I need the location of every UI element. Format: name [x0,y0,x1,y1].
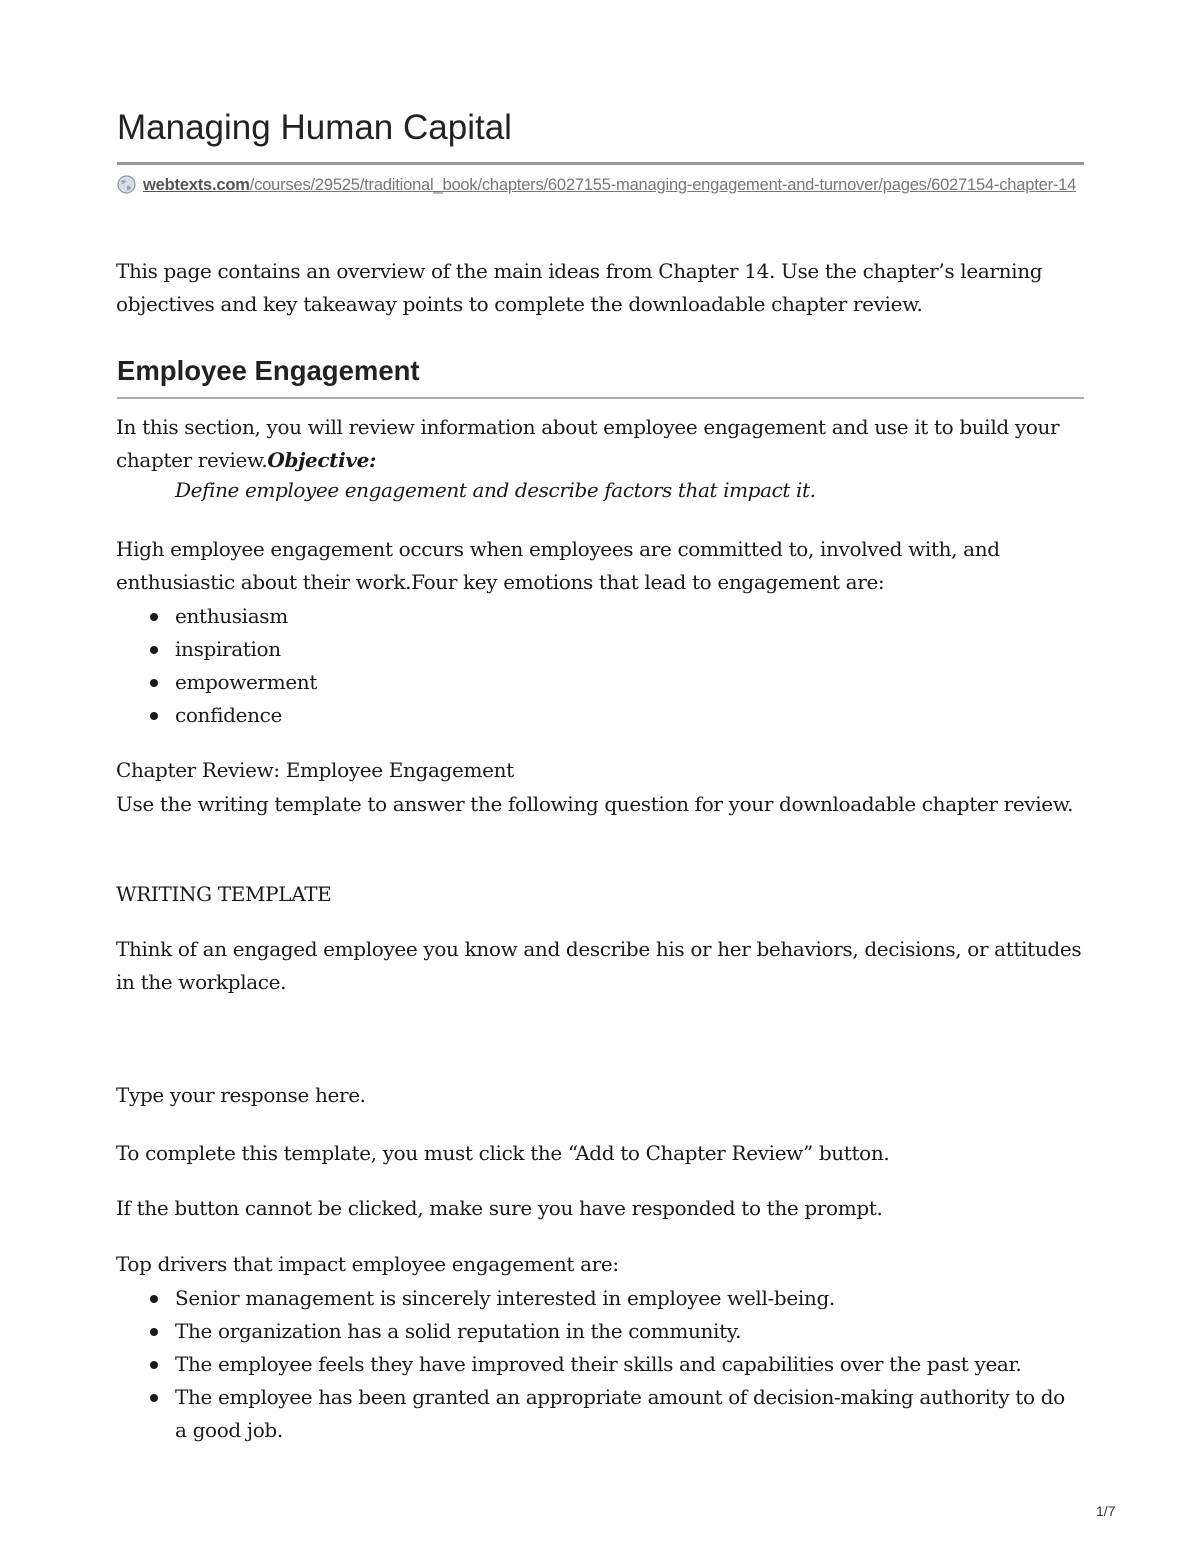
list-item: Senior management is sincerely interested in employee well-being. [116,1282,1080,1315]
objective-text: Define employee engagement and describe factors that impact it. [175,478,816,502]
list-item: The employee feels they have improved their skills and capabilities over the past year. [116,1348,1080,1381]
title-divider [117,162,1084,165]
source-url-link[interactable] [117,173,1087,197]
list-item: empowerment [116,666,317,699]
list-item: enthusiasm [116,600,317,633]
list-item: The organization has a solid reputation in the community. [116,1315,1080,1348]
page-number: 1/7 [1096,1503,1116,1519]
button-note: If the button cannot be clicked, make sure you have responded to the prompt. [116,1196,883,1220]
url-path[interactable]: /courses/29525/traditional_book/chapters/6027155-managing-engagement-and-turnover/pages/6027154-chapter-14 [249,176,1077,194]
response-input[interactable]: Type your response here. [116,1083,366,1107]
objective-label: Objective: [267,448,377,472]
page-title: Managing Human Capital [117,108,512,147]
globe-icon [117,175,136,194]
drivers-intro: Top drivers that impact employee engagement are: [116,1252,619,1276]
review-instructions: Use the writing template to answer the following question for your downloadable chapter review. [116,792,1074,816]
section-lead [116,411,1091,477]
intro-paragraph: This page contains an overview of the main ideas from Chapter 14. Use the chapter’s learning objectives and key takeaway points to complete the downloadable chapter review. [116,259,1043,316]
drivers-list [116,1282,1080,1447]
url-host[interactable]: webtexts.com [143,176,250,194]
writing-prompt: Think of an engaged employee you know and describe his or her behaviors, decisions, or attitudes in the workplace. [116,937,1082,994]
template-label: WRITING TEMPLATE [116,882,332,906]
complete-note: To complete this template, you must click the “Add to Chapter Review” button. [116,1141,890,1165]
list-item: inspiration [116,633,317,666]
review-title: Chapter Review: Employee Engagement [116,758,514,782]
section-heading: Employee Engagement [117,355,420,386]
section-lead-text: In this section, you will review information about employee engagement and use it to build your chapter review. [116,415,1060,472]
definition-paragraph: High employee engagement occurs when employees are committed to, involved with, and enthusiastic about their work.Four key emotions that lead to engagement are: [116,537,1000,594]
list-item: The employee has been granted an appropriate amount of decision-making authority to do a good job. [116,1381,1080,1447]
emotions-list [116,600,317,732]
list-item: confidence [116,699,317,732]
section-divider [117,397,1084,399]
